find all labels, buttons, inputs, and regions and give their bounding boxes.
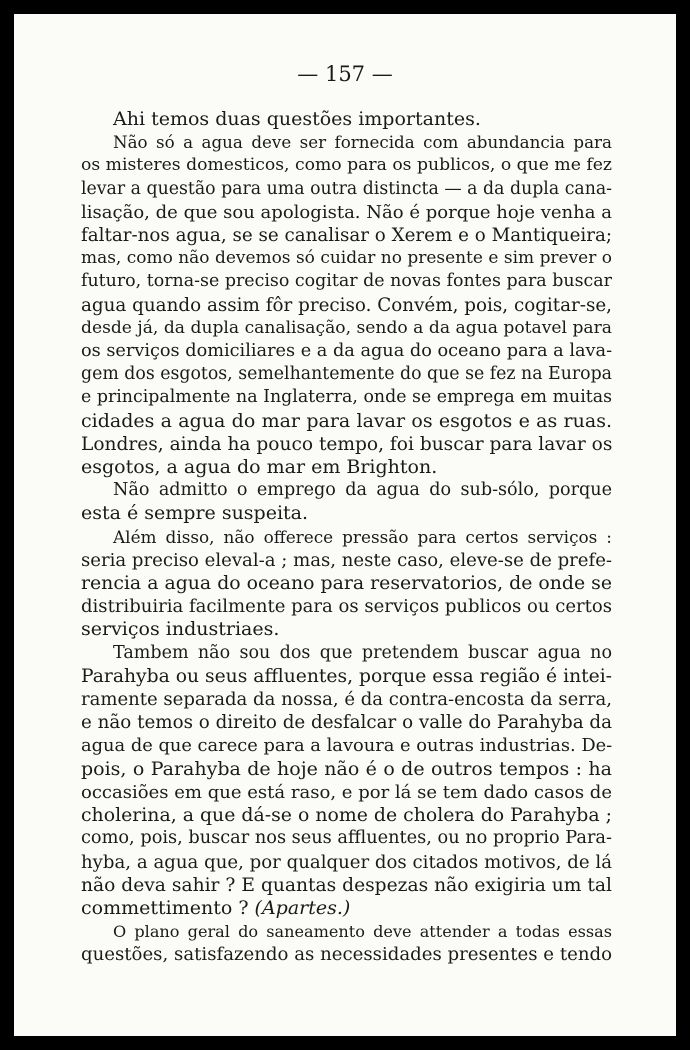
text-line: Não admitto o emprego da agua do sub-sólo, porque bbox=[113, 480, 612, 501]
text-line: agua quando assim fôr preciso. Convém, pois, cogitar-se, bbox=[81, 294, 612, 316]
paragraph bbox=[81, 526, 612, 642]
text-line: desde já, da dupla canalisação, sendo a da agua potavel para bbox=[81, 317, 612, 338]
text-line: distribuiria facilmente para os serviços publicos ou certos bbox=[81, 596, 612, 618]
text-line: esta é sempre suspeita. bbox=[81, 502, 309, 525]
paragraph bbox=[81, 920, 612, 966]
paragraph bbox=[81, 108, 612, 131]
text-line: Não só a agua deve ser fornecida com abundancia para bbox=[113, 133, 612, 153]
text-line: Tambem não sou dos que pretendem buscar agua no bbox=[113, 642, 612, 663]
text-line: e principalmente na Inglaterra, onde se emprega em muitas bbox=[81, 387, 612, 408]
text-line: hyba, a agua que, por qualquer dos citados motivos, de lá bbox=[81, 851, 612, 873]
paragraph bbox=[81, 479, 612, 525]
text-line: pois, o Parahyba de hoje não é o de outros tempos : ha bbox=[81, 757, 612, 780]
text-line: levar a questão para uma outra distincta — a da dupla cana- bbox=[81, 178, 612, 199]
text-line: seria preciso eleval-a ; mas, neste caso, eleve-se de prefe- bbox=[81, 549, 613, 571]
text-line: gem dos esgotos, semelhantemente do que se fez na Europa bbox=[81, 364, 612, 385]
text-line: os misteres domesticos, como para os publicos, o que me fez bbox=[81, 155, 612, 176]
text-line: agua de que carece para a lavoura e outras industrias. De- bbox=[81, 735, 613, 757]
text-line: occasiões em que está raso, e por lá se tem dado casos de bbox=[81, 781, 612, 803]
text-line: O plano geral do saneamento deve attender a todas essas bbox=[113, 922, 612, 942]
text-body bbox=[81, 108, 612, 967]
apartes-note: (Apartes.) bbox=[254, 896, 351, 919]
text-line: Londres, ainda ha pouco tempo, foi buscar para lavar os bbox=[81, 433, 613, 455]
text-line: e não temos o direito de desfalcar o valle do Parahyba da bbox=[81, 712, 612, 734]
text-line: rencia a agua do oceano para reservatorios, de onde se bbox=[81, 572, 612, 595]
paragraph bbox=[81, 642, 612, 920]
page-number: — 157 — bbox=[297, 62, 393, 86]
text-line: lisação, de que sou apologista. Não é porque hoje venha a bbox=[81, 201, 612, 223]
text-line: cidades a agua do mar para lavar os esgotos e as ruas. bbox=[81, 409, 612, 432]
paragraph bbox=[81, 131, 612, 479]
text-line: cholerina, a que dá-se o nome de cholera do Parahyba ; bbox=[81, 804, 612, 827]
text-line: serviços industriaes. bbox=[81, 618, 280, 641]
text-line bbox=[81, 897, 612, 920]
text-line: como, pois, buscar nos seus affluentes, ou no proprio Para- bbox=[81, 828, 612, 849]
text-line: não deva sahir ? E quantas despezas não exigiria um tal bbox=[81, 874, 612, 896]
text-fragment: commettimento ? bbox=[81, 896, 255, 919]
text-line: esgotos, a agua do mar em Brighton. bbox=[81, 456, 438, 479]
text-line: futuro, torna-se preciso cogitar de novas fontes para buscar bbox=[81, 271, 612, 292]
text-line: os serviços domiciliares e a da agua do oceano para a lava- bbox=[81, 341, 613, 362]
text-line: questões, satisfazendo as necessidades presentes e tendo bbox=[81, 944, 612, 966]
text-line: mas, como não devemos só cuidar no presente e sim prever o bbox=[81, 248, 612, 269]
book-page bbox=[14, 14, 676, 1036]
text-line: Ahi temos duas questões importantes. bbox=[113, 108, 481, 130]
text-line: faltar-nos agua, se se canalisar o Xerem e o Mantiqueira; bbox=[81, 225, 612, 247]
text-line: Parahyba ou seus affluentes, porque essa região é intei- bbox=[81, 665, 612, 687]
text-line: ramente separada da nossa, é da contra-encosta da serra, bbox=[81, 689, 612, 711]
text-line: Além disso, não offerece pressão para certos serviços : bbox=[113, 526, 612, 547]
